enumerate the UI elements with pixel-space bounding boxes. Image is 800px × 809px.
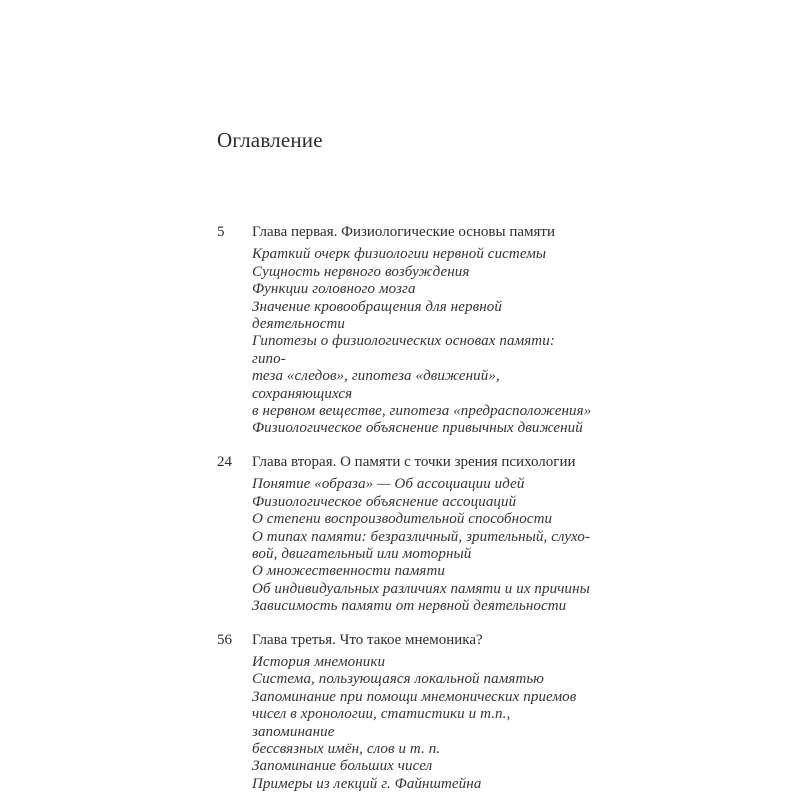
toc-subitem-line: Сущность нервного возбуждения (252, 263, 470, 280)
toc-subitem-line: чисел в хронологии, статистики и т.п., запоминание (252, 706, 511, 740)
chapter-page-number: 56 (217, 631, 232, 648)
toc-subitem-line: История мнемоники (252, 653, 386, 670)
chapter-body (252, 224, 592, 438)
toc-chapter-1 (217, 224, 617, 438)
toc-subitem-line: Значение кровообращения для нервной деятельности (252, 298, 502, 333)
toc-subitem-line: Зависимость памяти от нервной деятельности (252, 598, 567, 615)
toc-subitem-line: Краткий очерк физиологии нервной системы (252, 246, 547, 263)
toc-subitem-line: О степени воспроизводительной способности (252, 511, 553, 528)
toc-chapter-3 (217, 632, 617, 794)
toc-subitem-line: Функции головного мозга (252, 281, 416, 298)
table-of-contents (217, 224, 617, 809)
toc-subitem-line: Запоминание при помощи мнемонических приемов (252, 688, 577, 705)
chapter-page-number: 24 (217, 453, 232, 470)
toc-subitem-line: Понятие «образа» — Об ассоциации идей (252, 476, 525, 493)
page-title: Оглавление (217, 128, 323, 153)
toc-subitem-line: Физиологическое объяснение привычных движений (252, 420, 583, 437)
toc-subitem-line: бессвязных имён, слов и т. п. (252, 740, 441, 757)
toc-subitem-line: Физиологическое объяснение ассоциаций (252, 493, 517, 510)
toc-chapter-2 (217, 454, 617, 616)
chapter-body (252, 454, 592, 616)
chapter-heading: Глава первая. Физиологические основы памяти (252, 224, 555, 240)
chapter-page-number: 5 (217, 224, 225, 240)
toc-subitem-line: Гипотезы о физиологических основах памяти: гипо- (252, 333, 555, 367)
toc-subitem-line: теза «следов», гипотеза «движений», сохраняющихся (252, 368, 500, 402)
toc-subitem-line: Запоминание больших чисел (252, 758, 433, 775)
chapter-heading: Глава вторая. О памяти с точки зрения психологии (252, 453, 576, 470)
toc-subitem-line: О множественности памяти (252, 563, 445, 580)
toc-subitem-line: Примеры из лекций г. Файнштейна (252, 775, 482, 792)
toc-subitem-line: вой, двигательный или моторный (252, 545, 472, 562)
toc-subitem-line: О типах памяти: безразличный, зрительный, слухо- (252, 528, 591, 545)
toc-subitem-line: Об индивидуальных различиях памяти и их причины (252, 580, 590, 597)
chapter-heading: Глава третья. Что такое мнемоника? (252, 631, 483, 648)
chapter-body (252, 632, 592, 794)
toc-subitem-line: в нервном веществе, гипотеза «предрасположения» (252, 403, 592, 420)
toc-subitem-line: Система, пользующаяся локальной памятью (252, 671, 544, 688)
